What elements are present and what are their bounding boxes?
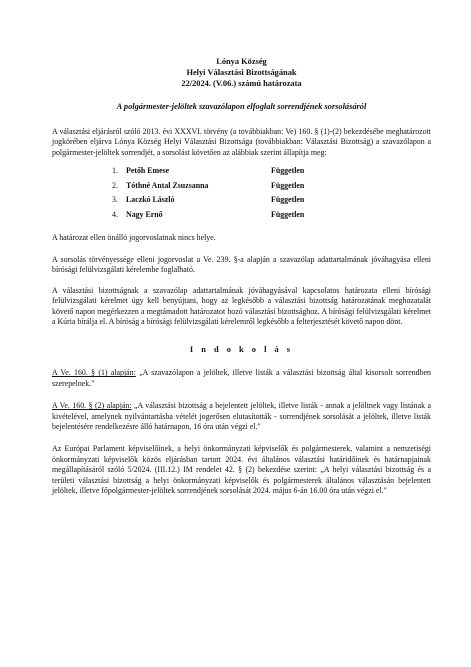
legal-reference: A Ve. 160. § (2) alapján:	[52, 401, 132, 411]
candidate-row	[112, 179, 304, 194]
candidate-number: 4.	[112, 210, 118, 219]
candidate-number: 2.	[112, 180, 118, 190]
eu-regulation-paragraph: Az Európai Parlament képviselőinek, a helyi önkormányzati képviselők és polgármesterek, valamint a nemzetiségi önkormányzati képviselők közös eljárásban tartott 2024. évi általános választási határidőinek és határnapjainak megállapításáról szóló 5/2024. (III.12.) IM rendelet 42. § (2) bekezdése szerint: „A helyi választási bizottság és a területi választási bizottság a helyi önkormányzati képviselők és polgármesterek általános választásán bejelentett jelöltek, illetve főpolgármester-jelöltek sorrendjének sorsolását 2024. május 6-án 16.00 óra után végzi el."	[52, 444, 431, 496]
candidate-row	[112, 193, 304, 208]
candidate-name: Petőh Emese	[126, 166, 170, 176]
reason-paragraph-2	[52, 401, 431, 432]
appeal-paragraph: A határozat ellen önálló jogorvoslatnak nincs helye.	[52, 232, 216, 242]
resolution-subject: A polgármester-jelöltek szavazólapon elfoglalt sorrendjének sorsolásáról	[116, 102, 367, 111]
candidate-name: Nagy Ernő	[126, 210, 163, 219]
candidate-affiliation: Független	[271, 195, 305, 205]
candidate-name: Laczkó László	[126, 195, 175, 205]
justification-heading: I n d o k o l á s	[189, 345, 294, 355]
candidate-affiliation: Független	[271, 210, 305, 219]
candidate-number: 3.	[112, 195, 118, 205]
committee-name: Helyi Választási Bizottságának	[186, 68, 297, 77]
municipality-name: Lónya Község	[216, 57, 267, 66]
candidate-row	[112, 208, 304, 223]
candidate-affiliation: Független	[271, 180, 305, 190]
candidate-row	[112, 164, 304, 179]
resolution-number: 22/2024. (V.06.) számú határozata	[181, 79, 302, 88]
candidate-number: 1.	[112, 166, 118, 176]
reason-text: „A választási bizottság a bejelentett jelöltek, illetve listák - annak a jelöltnek vagy listának a kivételével, amelynek nyilvántartásba vételét jogerősen elutasították - sorrendjének sorsolását a jelöltek, illetve listák bejelentésére rendelkezésre álló határnapon, 16 óra után végzi el."	[52, 401, 431, 432]
legal-reference: A Ve. 160. § (1) alapján:	[52, 368, 136, 378]
reason-text: „A szavazólapon a jelöltek, illetve listák a választási bizottság által kisorsolt sorrendben szerepelnek."	[52, 368, 432, 388]
reason-paragraph-1	[52, 368, 431, 389]
intro-paragraph: A választási eljárásról szóló 2013. évi XXXVI. törvény (a továbbiakban: Ve) 160. § (1)-(2) bekezdésébe meghatározott jogkörében eljárva Lónya Község Helyi Választási Bizottsága (továbbiakban: Választási Bizottság) a szavazólapon a polgármester-jelöltek sorrendjét, a sorsolást követően az alábbiak szerint állapítja meg:	[52, 127, 431, 157]
candidate-table	[112, 164, 304, 222]
remedy-paragraph: A sorsolás törvényessége elleni jogorvoslat a Ve. 239. §-a alapján a szavazólap adattartalmának jóváhagyása elleni bírósági felülvizsgálati kérelembe foglalható.	[52, 255, 431, 275]
candidate-affiliation: Független	[271, 166, 305, 176]
candidate-name: Tóthné Antal Zsuzsanna	[126, 180, 209, 190]
court-review-paragraph: A választási bizottságnak a szavazólap adattartalmának jóváhagyásával kapcsolatos határozata elleni bírósági felülvizsgálati kérelmet úgy kell benyújtani, hogy az legkésőbb a választási bizottság határozatának meghozatalát követő napon megérkezzen a megtámadott határozatot hozó választási bizottsághoz. A bírósági felülvizsgálati kérelmet a Kúria bírálja el. A bíróság a bírósági felülvizsgálati kérelemről legkésőbb a felterjesztését követő napon dönt.	[52, 285, 431, 327]
